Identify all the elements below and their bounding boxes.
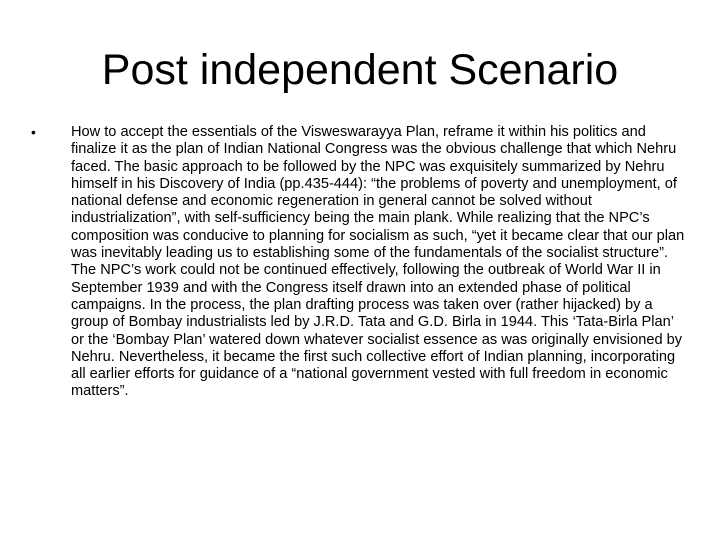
slide-title: Post independent Scenario <box>101 46 619 94</box>
bullet-list <box>31 124 691 401</box>
bullet-marker: • <box>31 124 36 140</box>
bullet-text: How to accept the essentials of the Visweswarayya Plan, reframe it within his politics and finalize it as the plan of Indian National Congress was the obvious challenge that which Nehru faced. The basic approach to be followed by the NPC was exquisitely summarized by Nehru himself in his Discovery of India (pp.435-444): “the problems of poverty and unemployment, of national defense and economic regeneration in general cannot be solved without industrialization”, with self-sufficiency being the main plank. While realizing that the NPC’s composition was conducive to planning for socialism as such, “yet it became clear that our plan was inevitably leading us to establishing some of the fundamentals of the socialist structure”. The NPC’s work could not be continued effectively, following the outbreak of World War II in September 1939 and with the Congress itself drawn into an extended phase of political campaigns. In the process, the plan drafting process was taken over (rather hijacked) by a group of Bombay industrialists led by J.R.D. Tata and G.D. Birla in 1944. This ‘Tata-Birla Plan’ or the ‘Bombay Plan’ watered down whatever socialist essence as was originally envisioned by Nehru. Nevertheless, it became the first such collective effort of Indian planning, incorporating all earlier efforts for guidance of a “national government vested with full freedom in economic matters”. <box>71 124 685 400</box>
bullet-item <box>31 124 691 401</box>
